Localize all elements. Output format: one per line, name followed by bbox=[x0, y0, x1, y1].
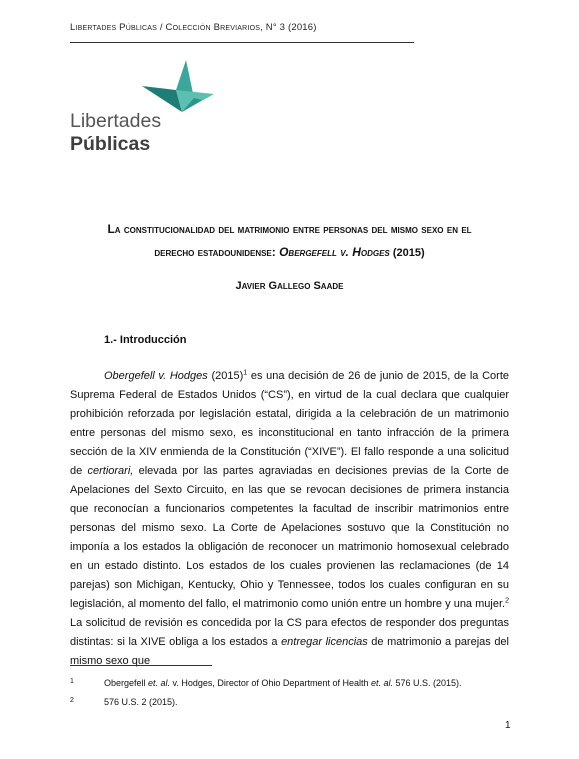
title-line-2-prefix: derecho estadounidense: bbox=[154, 245, 280, 259]
title-line-2 bbox=[70, 241, 509, 265]
italic-term-licencias: entregar licencias bbox=[281, 636, 368, 648]
footnote-text: Obergefell bbox=[104, 678, 149, 688]
footnote-number: 2 bbox=[70, 697, 74, 704]
footnote-text: 576 U.S. 2 (2015). bbox=[104, 697, 178, 707]
text-run: de matrimonio a parejas del mismo sexo que bbox=[70, 636, 509, 667]
page-number: 1 bbox=[505, 720, 511, 731]
title-line-1: La constitucionalidad del matrimonio entre personas del mismo sexo en el bbox=[107, 222, 472, 236]
footnote-number: 1 bbox=[70, 678, 74, 685]
text-run: elevada por las partes agraviadas en decisiones previas de la Corte de Apelaciones del Sexto Circuito, en las que se revocan decisiones de primera instancia que reconocían a funcionarios competentes la facultad de inscribir matrimonios entre personas del mismo sexo. La Corte de Apelaciones sostuvo que la Constitución no imponía a los estados la obligación de reconocer un matrimonio homosexual celebrado en un estado distinto. Los estados de los cuales provienen las reclamaciones (de 14 parejas) son Michigan, Kentucky, Ohio y Tennessee, todos los cuales configuran en su legislación, al momento del fallo, el matrimonio como unión entre un hombre y una mujer. bbox=[70, 465, 509, 610]
case-name: Obergefell v. Hodges bbox=[104, 370, 208, 382]
italic-term-certiorari: certiorari, bbox=[87, 465, 134, 477]
footnote-text: 576 U.S. (2015). bbox=[393, 678, 462, 688]
text-run: La solicitud de revisión es concedida por la CS para efectos de responder dos preguntas distintas: si la XIVE obliga a los estados a bbox=[70, 617, 509, 648]
running-header: Libertades Públicas / Colección Breviarios, N° 3 (2016) bbox=[70, 22, 317, 33]
logo-line-1: Libertades bbox=[70, 110, 162, 132]
text-run: es una decisión de 26 de junio de 2015, de la Corte Suprema Federal de Estados Unidos (“CS”), en virtud de la cual declara que cualquier prohibición reforzada por legislación estatal, dirigida a la celebración de un matrimonio entre personas del mismo sexo, es inconstitucional en tanto infracción de la primera sección de la XIV enmienda de la Constitución (“XIVE”). El fallo responde a una solicitud de bbox=[70, 370, 509, 477]
text-run: (2015) bbox=[207, 370, 244, 382]
title-case-name: Obergefell v. Hodges bbox=[279, 245, 390, 259]
footnote-italic: et. al. bbox=[370, 678, 393, 688]
header-rule bbox=[70, 42, 414, 43]
footnote-ref-2[interactable]: 2 bbox=[505, 597, 509, 605]
body-paragraph bbox=[70, 367, 509, 671]
section-heading: 1.- Introducción bbox=[104, 334, 187, 346]
author-name: Javier Gallego Saade bbox=[235, 280, 344, 292]
footnote-1 bbox=[70, 678, 462, 688]
title-line-2-suffix: (2015) bbox=[389, 247, 425, 259]
footnote-italic: et. al. bbox=[148, 678, 171, 688]
footnote-ref-1[interactable]: 1 bbox=[243, 369, 248, 377]
footnote-2 bbox=[70, 697, 178, 707]
document-title bbox=[70, 218, 509, 265]
logo-line-2: Públicas bbox=[70, 133, 151, 155]
footnote-rule bbox=[70, 665, 212, 666]
logo-wing-mid bbox=[142, 86, 182, 112]
footnote-text: v. Hodges, Director of Ohio Department of Health bbox=[170, 678, 371, 688]
logo-wordmark bbox=[70, 110, 161, 156]
